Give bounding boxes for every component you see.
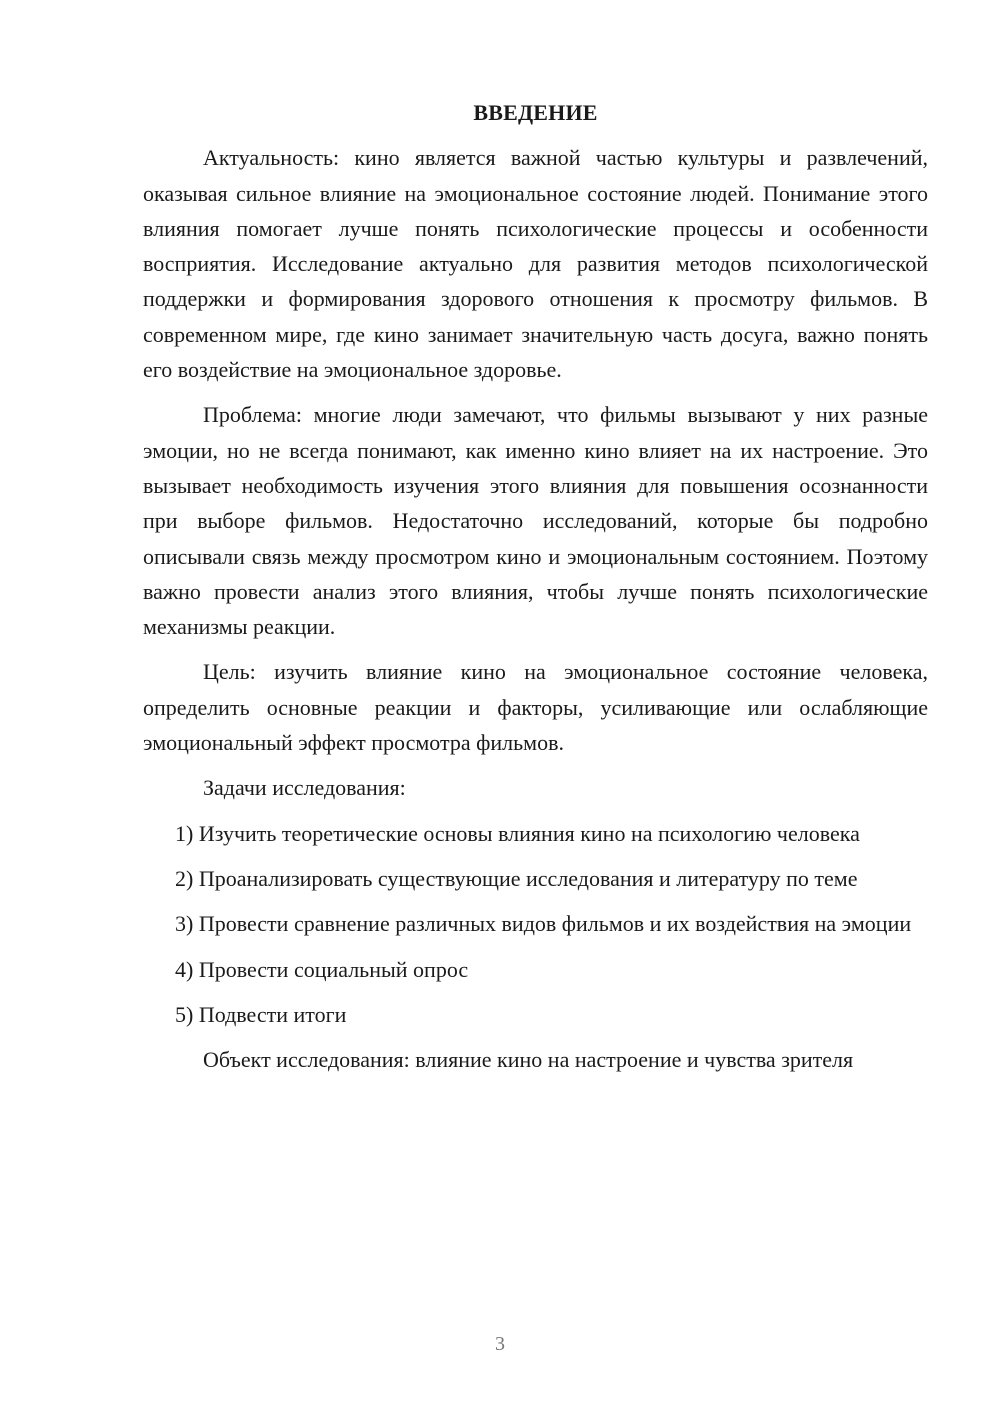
document-page [143, 95, 928, 1087]
task-item: 5) Подвести итоги [175, 1001, 347, 1027]
object-paragraph: Объект исследования: влияние кино на настроение и чувства зрителя [203, 1047, 854, 1073]
tasks-heading: Задачи исследования: [203, 775, 406, 801]
goal-paragraph: Цель: изучить влияние кино на эмоциональное состояние человека, определить основные реакции и факторы, усиливающие или ослабляющие эмоциональный эффект просмотра фильмов. [143, 659, 928, 756]
task-item: 4) Провести социальный опрос [175, 956, 469, 982]
task-item: 3) Провести сравнение различных видов фильмов и их воздействия на эмоции [175, 911, 912, 937]
tasks-list [143, 816, 928, 1032]
problem-paragraph: Проблема: многие люди замечают, что фильмы вызывают у них разные эмоции, но не всегда понимают, как именно кино влияет на их настроение. Это вызывает необходимость изучения этого влияния для повышения осознанности при выборе фильмов. Недостаточно исследований, которые бы подробно описывали связь между просмотром кино и эмоциональным состоянием. Поэтому важно провести анализ этого влияния, чтобы лучше понять психологические механизмы реакции. [143, 402, 928, 640]
page-number: 3 [495, 1333, 505, 1355]
relevance-paragraph: Актуальность: кино является важной частью культуры и развлечений, оказывая сильное влияние на эмоциональное состояние людей. Понимание этого влияния помогает лучше понять психологические процессы и особенности восприятия. Исследование актуально для развития методов психологической поддержки и формирования здорового отношения к просмотру фильмов. В современном мире, где кино занимает значительную часть досуга, важно понять его воздействие на эмоциональное здоровье. [143, 145, 928, 383]
task-item: 2) Проанализировать существующие исследования и литературу по теме [175, 865, 858, 891]
page-title: ВВЕДЕНИЕ [473, 100, 598, 125]
task-item: 1) Изучить теоретические основы влияния кино на психологию человека [175, 820, 860, 846]
